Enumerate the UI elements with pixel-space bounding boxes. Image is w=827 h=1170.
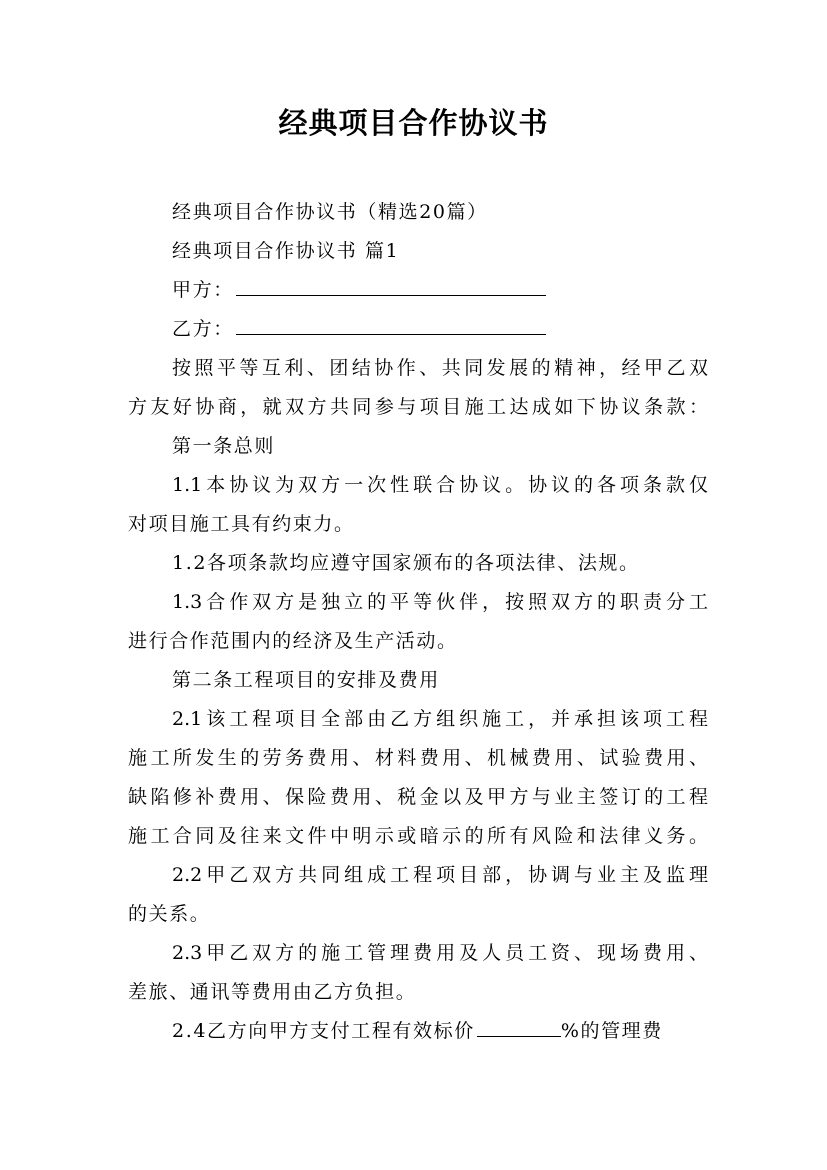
document-line (128, 349, 708, 388)
line-text: 的关系。 (128, 903, 211, 925)
line-text: 甲方： (172, 279, 234, 301)
line-text: 方友好协商，就双方共同参与项目施工达成如下协议条款： (128, 396, 708, 418)
document-line (128, 583, 708, 622)
line-text: 乙方： (172, 318, 234, 340)
document-line (128, 427, 708, 466)
line-text: 施工合同及往来文件中明示或暗示的所有风险和法律义务。 (128, 825, 708, 847)
document-body (128, 193, 708, 1051)
line-text: 第一条总则 (172, 435, 276, 457)
line-text: 1.3合作双方是独立的平等伙伴，按照双方的职责分工 (172, 591, 708, 613)
line-text: 2.1该工程项目全部由乙方组织施工，并承担该项工程 (172, 708, 708, 730)
line-text: 1.1本协议为双方一次性联合协议。协议的各项条款仅 (172, 474, 708, 496)
document-title: 经典项目合作协议书 (278, 106, 549, 140)
document-line (128, 193, 708, 232)
document-line (128, 856, 708, 895)
line-text: 按照平等互利、团结协作、共同发展的精神，经甲乙双 (172, 357, 708, 379)
line-text: 经典项目合作协议书（精选20篇） (172, 201, 488, 223)
line-text: 1.2各项条款均应遵守国家颁布的各项法律、法规。 (172, 552, 640, 574)
line-text: 第二条工程项目的安排及费用 (172, 669, 440, 691)
document-line (128, 310, 708, 349)
document-line (128, 622, 708, 661)
document-line (128, 466, 708, 505)
line-text: 进行合作范围内的经济及生产活动。 (128, 630, 458, 652)
line-text: 缺陷修补费用、保险费用、税金以及甲方与业主签订的工程 (128, 786, 708, 808)
fill-in-blank (477, 1012, 561, 1037)
line-text: 2.2甲乙双方共同组成工程项目部，协调与业主及监理 (172, 864, 708, 886)
document-line (128, 739, 708, 778)
fill-in-blank (236, 310, 546, 335)
document-line (128, 661, 708, 700)
document-line (128, 934, 708, 973)
document-line (128, 505, 708, 544)
document-line (128, 817, 708, 856)
line-text-after-blank: %的管理费 (560, 1020, 663, 1042)
line-text: 经典项目合作协议书 篇1 (172, 240, 400, 262)
line-text: 施工所发生的劳务费用、材料费用、机械费用、试验费用、 (128, 747, 708, 769)
document-line (128, 388, 708, 427)
document-line (128, 1012, 708, 1051)
document-line (128, 232, 708, 271)
document-line (128, 700, 708, 739)
line-text: 差旅、通讯等费用由乙方负担。 (128, 981, 417, 1003)
fill-in-blank (236, 271, 546, 296)
document-line (128, 544, 708, 583)
line-text: 对项目施工具有约束力。 (128, 513, 355, 535)
line-text: 2.3甲乙双方的施工管理费用及人员工资、现场费用、 (172, 942, 708, 964)
document-line (128, 778, 708, 817)
line-text: 2.4乙方向甲方支付工程有效标价 (172, 1020, 475, 1042)
document-line (128, 271, 708, 310)
document-line (128, 895, 708, 934)
document-line (128, 973, 708, 1012)
